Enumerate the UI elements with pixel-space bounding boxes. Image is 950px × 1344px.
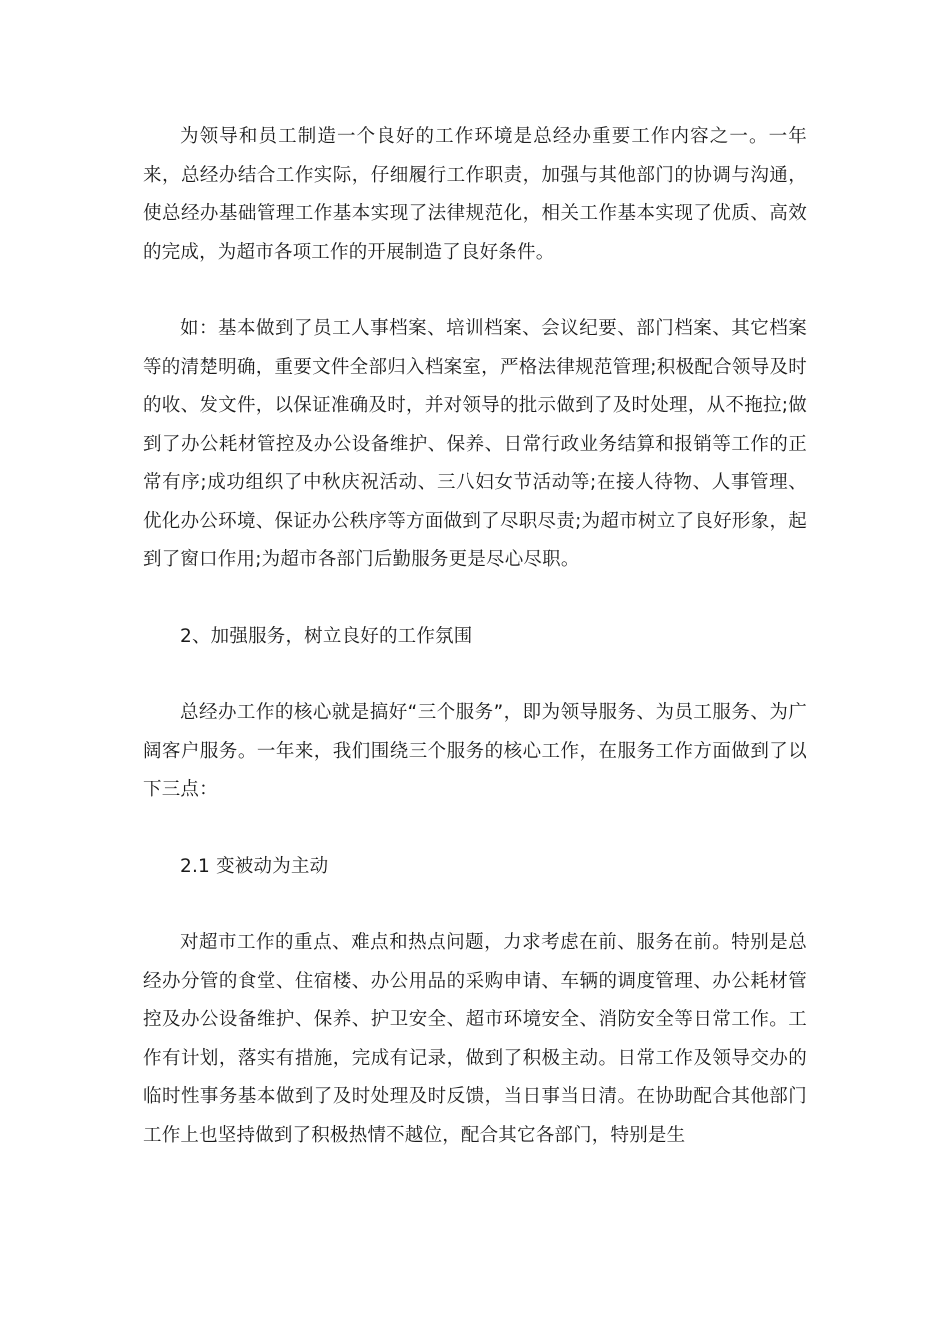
document-body [143, 118, 807, 1155]
paragraph-spacer [143, 810, 807, 848]
paragraph-achievements: 如：基本做到了员工人事档案、培训档案、会议纪要、部门档案、其它档案等的清楚明确，重要文件全部归入档案室，严格法律规范管理;积极配合领导及时的收、发文件，以保证准确及时，并对领导的批示做到了及时处理，从不拖拉;做到了办公耗材管控及办公设备维护、保养、日常行政业务结算和报销等工作的正常有序;成功组织了中秋庆祝活动、三八妇女节活动等;在接人待物、人事管理、优化办公环境、保证办公秩序等方面做到了尽职尽责;为超市树立了良好形象，起到了窗口作用;为超市各部门后勤服务更是尽心尽职。 [143, 318, 807, 570]
paragraph-spacer [143, 272, 807, 310]
paragraph-spacer [143, 580, 807, 618]
paragraph-spacer [143, 886, 807, 924]
paragraph-spacer [143, 656, 807, 694]
section-heading-strengthen-service: 2、加强服务，树立良好的工作氛围 [180, 625, 473, 647]
subsection-heading-proactive: 2.1 变被动为主动 [180, 855, 329, 877]
paragraph-three-services: 总经办工作的核心就是搞好“三个服务”，即为领导服务、为员工服务、为广阔客户服务。一年来，我们围绕三个服务的核心工作，在服务工作方面做到了以下三点： [143, 702, 807, 800]
paragraph-key-issues: 对超市工作的重点、难点和热点问题，力求考虑在前、服务在前。特别是总经办分管的食堂、住宿楼、办公用品的采购申请、车辆的调度管理、办公耗材管控及办公设备维护、保养、护卫安全、超市环境安全、消防安全等日常工作。工作有计划，落实有措施，完成有记录，做到了积极主动。日常工作及领导交办的临时性事务基本做到了及时处理及时反馈，当日事当日清。在协助配合其他部门工作上也坚持做到了积极热情不越位，配合其它各部门，特别是生 [143, 932, 807, 1146]
paragraph-work-environment: 为领导和员工制造一个良好的工作环境是总经办重要工作内容之一。一年来，总经办结合工作实际，仔细履行工作职责，加强与其他部门的协调与沟通，使总经办基础管理工作基本实现了法律规范化，相关工作基本实现了优质、高效的完成，为超市各项工作的开展制造了良好条件。 [143, 126, 807, 263]
